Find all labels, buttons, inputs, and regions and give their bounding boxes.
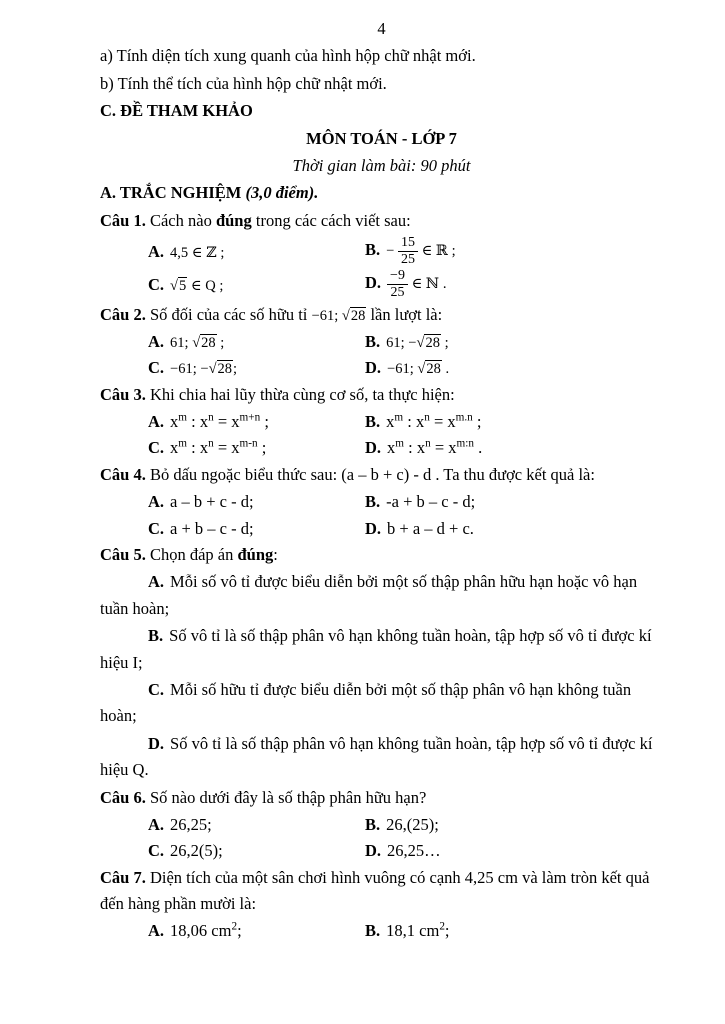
option-label: D. [365, 841, 382, 861]
option-b [365, 489, 663, 515]
q3-options-row-ab [100, 409, 663, 435]
q5-option-a [100, 569, 663, 622]
question-7 [100, 865, 663, 945]
option-b [365, 235, 663, 268]
option-label: B. [148, 626, 164, 646]
option-b [365, 329, 663, 355]
option-label: B. [365, 331, 381, 351]
section-a-heading [100, 180, 663, 206]
option-content: $x^m$ : $x^n = x^{m+n}$ ; [170, 411, 269, 432]
question-label: Câu 7. [100, 867, 146, 887]
question-1-text [100, 208, 663, 234]
option-label: C. [148, 358, 165, 378]
option-label: A. [148, 412, 165, 432]
intro-line-a: a) Tính diện tích xung quanh của hình hộp chữ nhật mới. [100, 46, 476, 66]
section-c-heading: C. ĐỀ THAM KHẢO [100, 101, 253, 121]
question-label: Câu 3. [100, 384, 146, 404]
q1-options-row-ab [100, 235, 663, 268]
option-content: $x^m$ : $x^n = x^{m:n}$ . [387, 437, 483, 458]
q5-option-c [100, 677, 663, 730]
section-a-points: (3,0 điểm). [241, 183, 319, 203]
option-content: 26,(25); [386, 814, 439, 834]
q4-options-row-ab [100, 489, 663, 515]
option-content: 61; √28 ; [170, 334, 225, 351]
option-label: D. [148, 733, 165, 753]
question-label: Câu 4. [100, 464, 146, 484]
question-2 [100, 302, 663, 382]
question-label: Câu 1. [100, 210, 146, 230]
option-content: $x^m$ : $x^n = x^{m.n}$ ; [386, 411, 482, 432]
q2-options-row-ab [100, 329, 663, 355]
option-content: 18,1 $cm^2$; [386, 920, 450, 941]
option-label: A. [148, 814, 165, 834]
question-text: Số đối của các số hữu tỉ −61; √28 lần lượt là: [149, 304, 443, 324]
option-a [100, 918, 365, 944]
option-a [100, 239, 365, 265]
question-label: Câu 6. [100, 787, 146, 807]
option-label: C. [148, 438, 165, 458]
option-c [100, 355, 365, 381]
option-label: A. [148, 241, 165, 261]
question-text: Số nào dưới đây là số thập phân hữu hạn? [149, 787, 427, 807]
option-content: a + b – c - d; [170, 518, 254, 538]
option-label: A. [148, 921, 165, 941]
question-text-bold: đúng [215, 210, 252, 230]
question-text: Bỏ dấu ngoặc biểu thức sau: (a – b + c) - d . Ta thu được kết quả là: [149, 464, 595, 484]
question-text: Khi chia hai lũy thừa cùng cơ số, ta thực hiện: [149, 384, 455, 404]
option-label: A. [148, 492, 165, 512]
q3-options-row-cd [100, 435, 663, 461]
option-label: C. [148, 679, 165, 699]
option-label: A. [148, 572, 165, 592]
q2-options-row-cd [100, 355, 663, 381]
option-a [100, 812, 365, 838]
q6-options-row-cd [100, 838, 663, 864]
section-a-label: A. TRẮC NGHIỆM [100, 183, 242, 203]
option-content: $\frac{-9}{25}$ ∈ ℕ . [387, 276, 446, 292]
option-b [365, 918, 663, 944]
question-5 [100, 542, 663, 784]
option-label: D. [365, 438, 382, 458]
option-d [365, 435, 663, 461]
question-7-text [100, 865, 663, 918]
question-4-text [100, 462, 663, 488]
option-label: B. [365, 412, 381, 432]
option-content: 26,25; [170, 814, 212, 834]
question-label: Câu 5. [100, 545, 146, 565]
question-1 [100, 208, 663, 302]
option-label: D. [365, 273, 382, 293]
option-c [100, 272, 365, 298]
question-2-text [100, 302, 663, 328]
question-text: : [273, 545, 278, 565]
question-text-bold: đúng [237, 545, 274, 565]
q1-options-row-cd [100, 268, 663, 301]
option-content: −61; √28 . [387, 361, 450, 378]
question-5-text [100, 542, 663, 568]
option-content: Số vô tỉ là số thập phân vô hạn không tuần hoàn, tập hợp số vô tỉ được kí hiệu Q. [100, 733, 653, 780]
option-content: 4,5 ∈ ℤ ; [170, 244, 225, 261]
option-content: −61; −√28; [170, 361, 238, 378]
option-d [365, 838, 663, 864]
question-text: trong các cách viết sau: [251, 210, 411, 230]
option-content: Mỗi số hữu tỉ được biểu diễn bởi một số thập phân vô hạn không tuần hoàn; [100, 679, 632, 726]
q5-option-d [100, 731, 663, 784]
q7-options-row-ab [100, 918, 663, 944]
option-c [100, 516, 365, 542]
option-c [100, 435, 365, 461]
option-label: B. [365, 492, 381, 512]
question-3-text [100, 382, 663, 408]
q4-options-row-cd [100, 516, 663, 542]
question-4 [100, 462, 663, 542]
option-c [100, 838, 365, 864]
option-content: $x^m$ : $x^n = x^{m-n}$ ; [170, 437, 267, 458]
option-b [365, 812, 663, 838]
question-label: Câu 2. [100, 304, 146, 324]
option-content: -a + b – c - d; [386, 492, 476, 512]
option-content: − $\frac{15}{25}$ ∈ ℝ ; [386, 235, 456, 268]
option-content: Số vô tỉ là số thập phân vô hạn không tuần hoàn, tập hợp số vô tỉ được kí hiệu I; [100, 626, 652, 672]
option-content: b + a – d + c. [387, 518, 474, 538]
option-label: C. [148, 274, 165, 294]
option-d [365, 268, 663, 301]
option-label: B. [365, 921, 381, 941]
option-content: a – b + c - d; [170, 492, 254, 512]
option-content: 18,06 $cm^2$; [170, 920, 242, 941]
option-label: B. [365, 240, 381, 260]
option-content: Mỗi số vô tỉ được biểu diễn bởi một số thập phân hữu hạn hoặc vô hạn tuần hoàn; [100, 572, 638, 618]
question-text: Chọn đáp án [149, 545, 238, 565]
question-3 [100, 382, 663, 462]
option-label: D. [365, 358, 382, 378]
question-text: Diện tích của một sân chơi hình vuông có cạnh 4,25 cm và làm tròn kết quả đến hàng phần mười là: [100, 867, 650, 914]
option-content: √5 ∈ Q ; [170, 277, 224, 294]
question-text: Cách nào [149, 210, 216, 230]
option-label: D. [365, 518, 382, 538]
option-d [365, 516, 663, 542]
option-content: 61; −√28 ; [386, 334, 449, 351]
option-label: A. [148, 331, 165, 351]
q5-option-b [100, 623, 663, 676]
exam-duration: Thời gian làm bài: 90 phút [292, 155, 471, 175]
option-d [365, 355, 663, 381]
intro-line-b: b) Tính thể tích của hình hộp chữ nhật mới. [100, 73, 387, 93]
option-a [100, 489, 365, 515]
option-label: C. [148, 841, 165, 861]
question-6 [100, 785, 663, 865]
option-label: B. [365, 814, 381, 834]
option-a [100, 329, 365, 355]
option-content: 26,2(5); [170, 841, 223, 861]
q6-options-row-ab [100, 812, 663, 838]
option-content: 26,25… [387, 841, 441, 861]
exam-title: MÔN TOÁN - LỚP 7 [306, 128, 457, 148]
option-b [365, 409, 663, 435]
page-number: 4 [377, 19, 386, 38]
option-a [100, 409, 365, 435]
option-label: C. [148, 518, 165, 538]
question-6-text [100, 785, 663, 811]
